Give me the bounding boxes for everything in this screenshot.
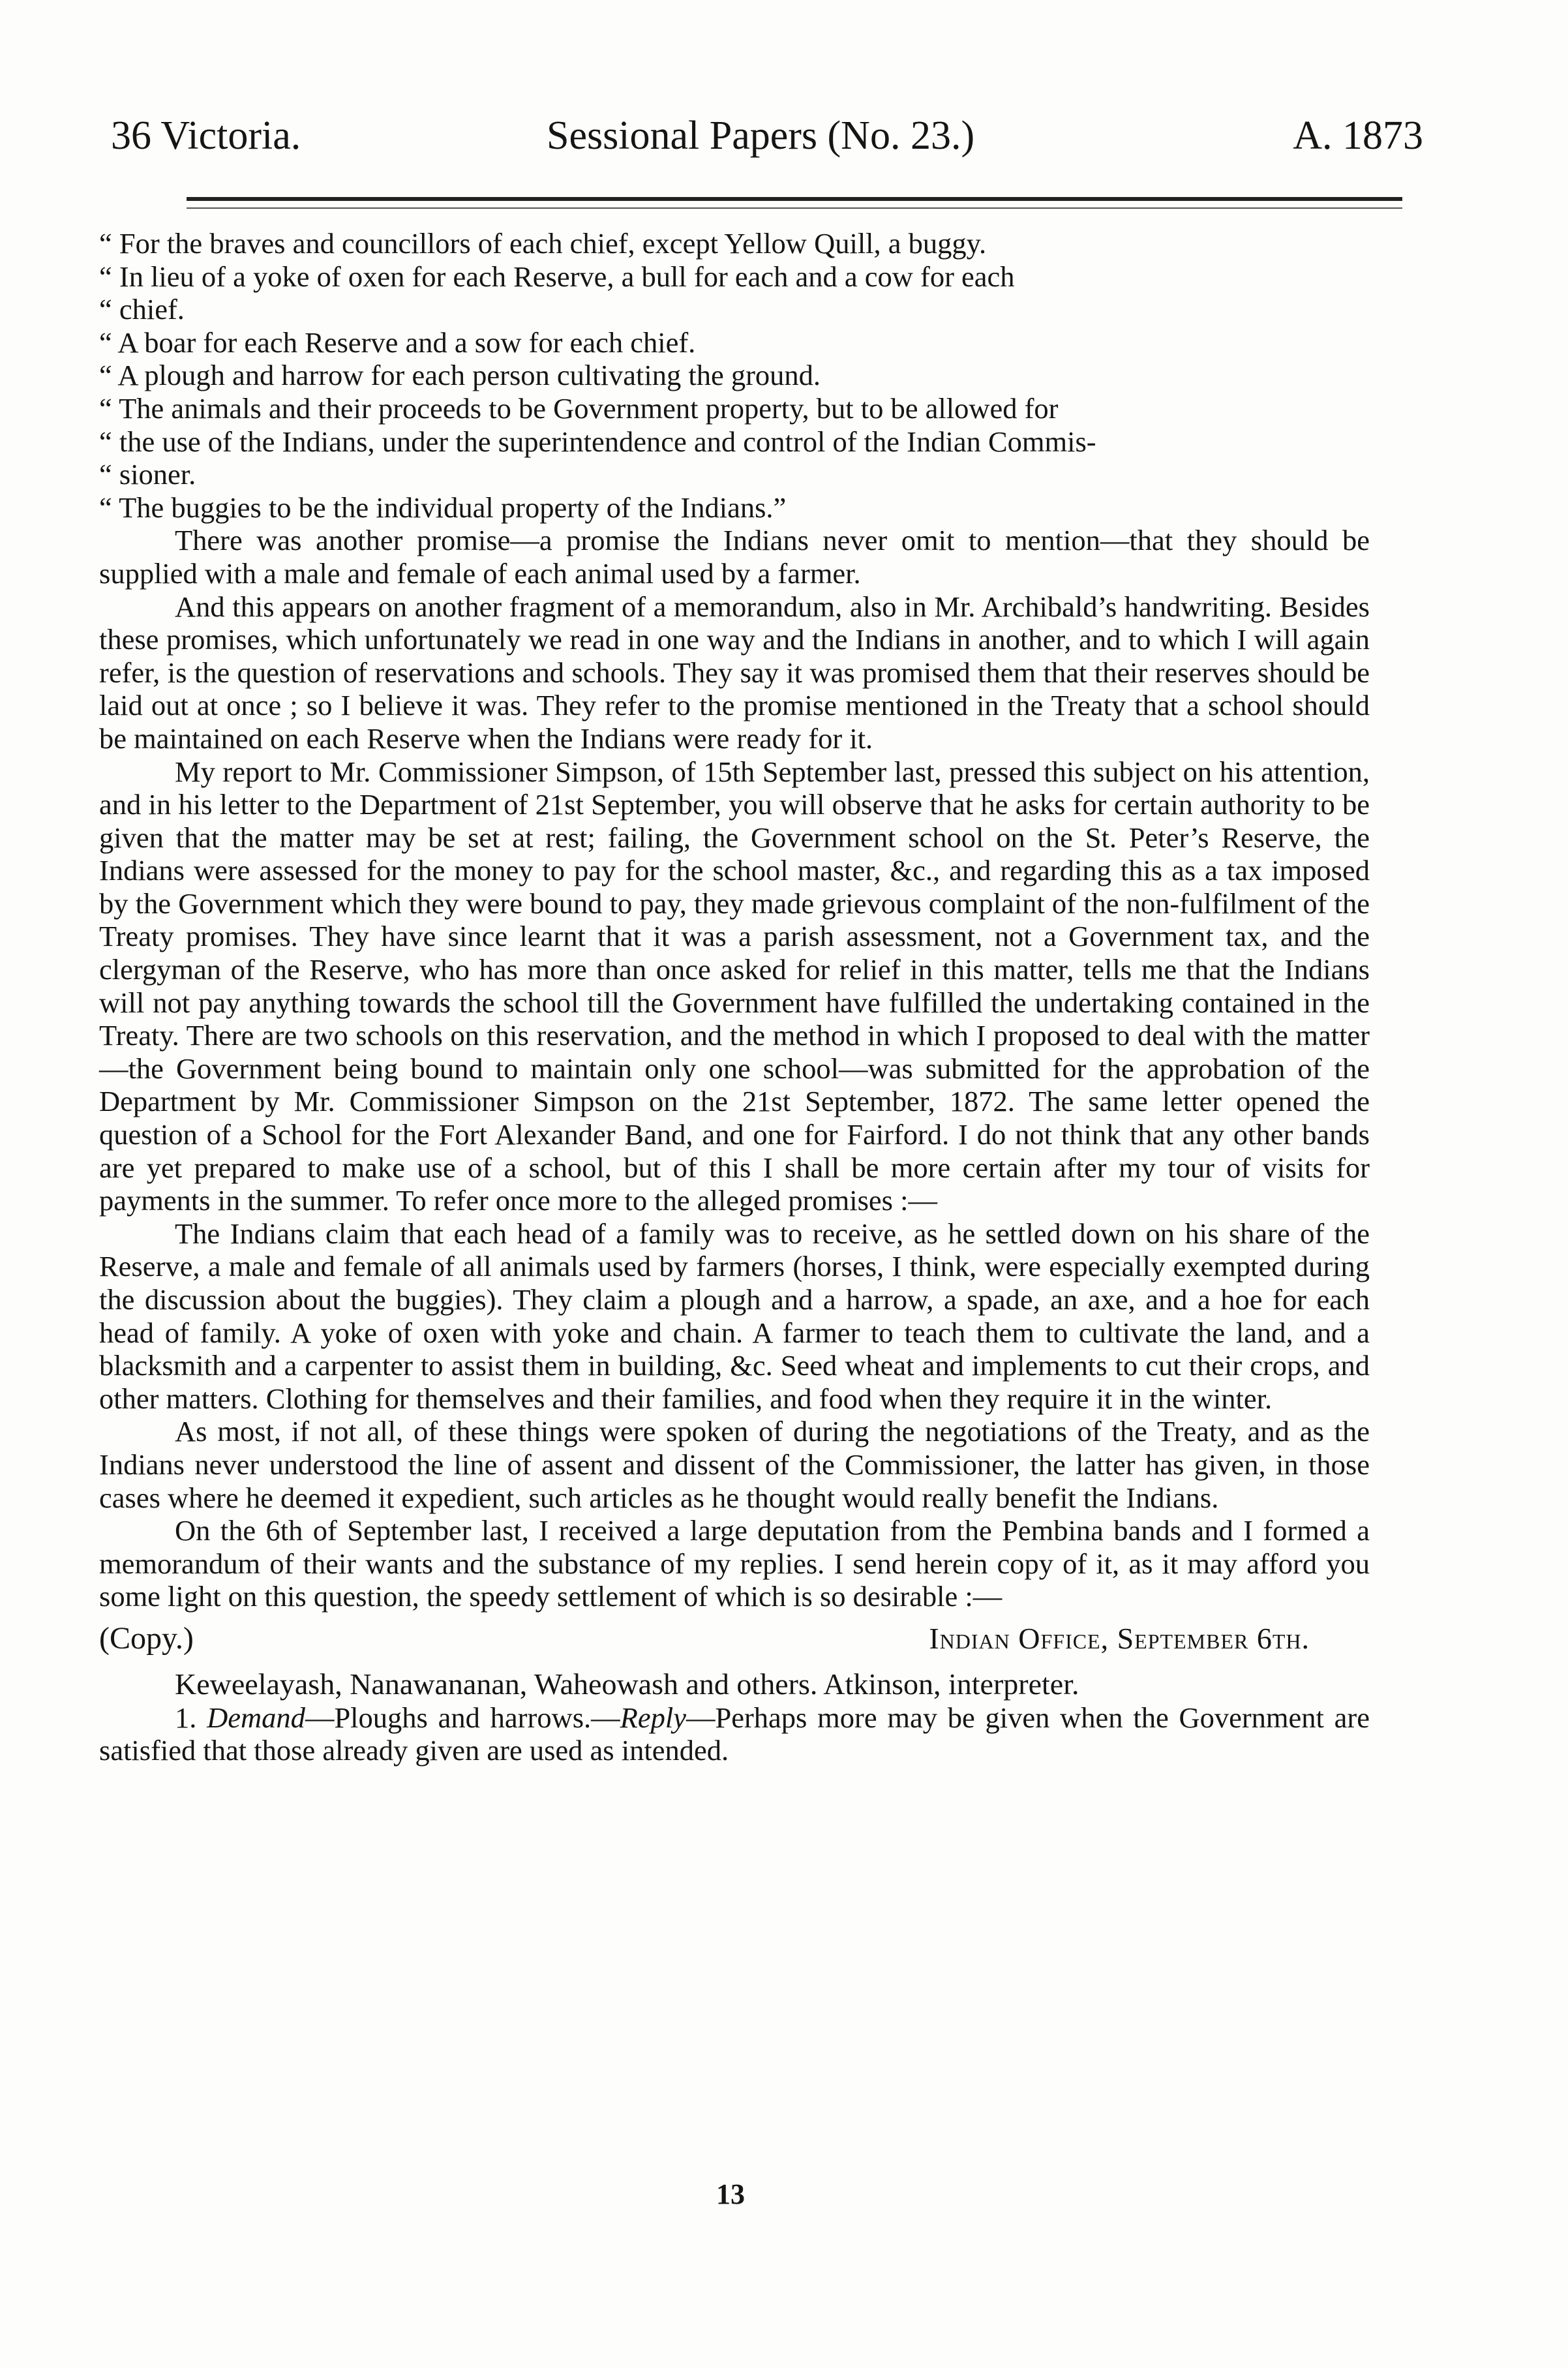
paragraph: On the 6th of September last, I received a large deputation from the Pembina bands and I formed a memorandum of their wants and the substance of my replies. I send herein copy of it, as it may afford you some light on this question, the speedy settlement of which is so desirable :—: [99, 1514, 1370, 1613]
quote-line: “ A boar for each Reserve and a sow for each chief.: [99, 326, 696, 359]
header-year: A. 1873: [1293, 114, 1423, 158]
paragraph: And this appears on another fragment of a memorandum, also in Mr. Archibald’s handwriting. Besides these promises, which unfortunately we read in one way and the Indians in another, and to which I will again refer, is the question of reservations and schools. They say it was promised them that their reserves should be laid out at once ; so I believe it was. They refer to the promise mentioned in the Treaty that a school should be maintained on each Reserve when the Indians were ready for it.: [99, 590, 1370, 755]
paragraph: The Indians claim that each head of a family was to receive, as he settled down on his share of the Reserve, a male and female of all animals used by farmers (horses, I think, were especially exempted during the discussion about the buggies). They claim a plough and a harrow, a spade, an axe, and a hoe for each head of family. A yoke of oxen with yoke and chain. A farmer to teach them to cultivate the land, and a blacksmith and a carpenter to assist them in building, &c. Seed wheat and implements to cut their crops, and other matters. Clothing for themselves and their families, and food when they require it in the winter.: [99, 1217, 1370, 1415]
page-number: 13: [716, 2178, 745, 2210]
paragraph: My report to Mr. Commissioner Simpson, of 15th September last, pressed this subject on his attention, and in his letter to the Department of 21st September, you will observe that he asks for certain authority to be given that the matter may be set at rest; failing, the Government school on the St. Peter’s Reserve, the Indians were assessed for the money to pay for the school master, &c., and regarding this as a tax imposed by the Government which they were bound to pay, they made grievous complaint of the non-fulfilment of the Treaty promises. They have since learnt that it was a parish assessment, not a Government tax, and the clergyman of the Reserve, who has more than once asked for relief in this matter, tells me that the Indians will not pay anything towards the school till the Government have fulfilled the undertaking contained in the Treaty. There are two schools on this reservation, and the method in which I proposed to deal with the matter—the Government being bound to maintain only one school—was submitted for the approbation of the Department by Mr. Commissioner Simpson on the 21st September, 1872. The same letter opened the question of a School for the Fort Alexander Band, and one for Fairford. I do not think that any other bands are yet prepared to make use of a school, but of this I shall be more certain after my tour of visits for payments in the summer. To refer once more to the alleged promises :—: [99, 755, 1370, 1217]
quote-line: “ the use of the Indians, under the superintendence and control of the Indian Commis-: [99, 425, 1096, 458]
quote-line: “ For the braves and councillors of each chief, except Yellow Quill, a buggy.: [99, 227, 987, 260]
paragraph: There was another promise—a promise the Indians never omit to mention—that they should be supplied with a male and female of each animal used by a farmer.: [99, 524, 1370, 590]
demand-label: Demand: [207, 1701, 305, 1734]
quote-line: “ sioner.: [99, 458, 196, 491]
copy-label: (Copy.): [99, 1620, 194, 1656]
deputation-names: Keweelayash, Nanawananan, Waheowash and others. Atkinson, interpreter.: [175, 1667, 1079, 1701]
header-rule-thick: [187, 197, 1402, 201]
quote-line: “ The animals and their proceeds to be Government property, but to be allowed for: [99, 391, 1059, 425]
document-body: [99, 227, 1370, 1767]
quote-line: “ In lieu of a yoke of oxen for each Reserve, a bull for each and a cow for each: [99, 260, 1015, 293]
quote-line: “ chief.: [99, 293, 185, 326]
paragraph: As most, if not all, of these things were spoken of during the negotiations of the Treaty, and as the Indians never understood the line of assent and dissent of the Commissioner, the latter has given, in those cases where he deemed it expedient, such articles as he thought would really benefit the Indians.: [99, 1415, 1370, 1514]
quote-line: “ The buggies to be the individual property of the Indians.”: [99, 491, 787, 524]
quote-line: “ A plough and harrow for each person cultivating the ground.: [99, 359, 821, 392]
demand-number: 1.: [175, 1701, 197, 1734]
office-dateline: Indian Office, September 6th.: [929, 1621, 1310, 1655]
reply-text: —Perhaps more may be given when the Government are satisfied that those already given are used as intended.: [99, 1701, 1370, 1767]
header-title: Sessional Papers (No. 23.): [547, 114, 975, 158]
header-session: 36 Victoria.: [111, 114, 301, 158]
demand-text: —Ploughs and harrows.—: [305, 1701, 620, 1734]
reply-label: Reply: [620, 1701, 686, 1734]
page-header: [111, 110, 1441, 181]
demand-item: [99, 1701, 1370, 1767]
header-rule-thin: [187, 207, 1402, 209]
copy-heading: [99, 1618, 1370, 1668]
